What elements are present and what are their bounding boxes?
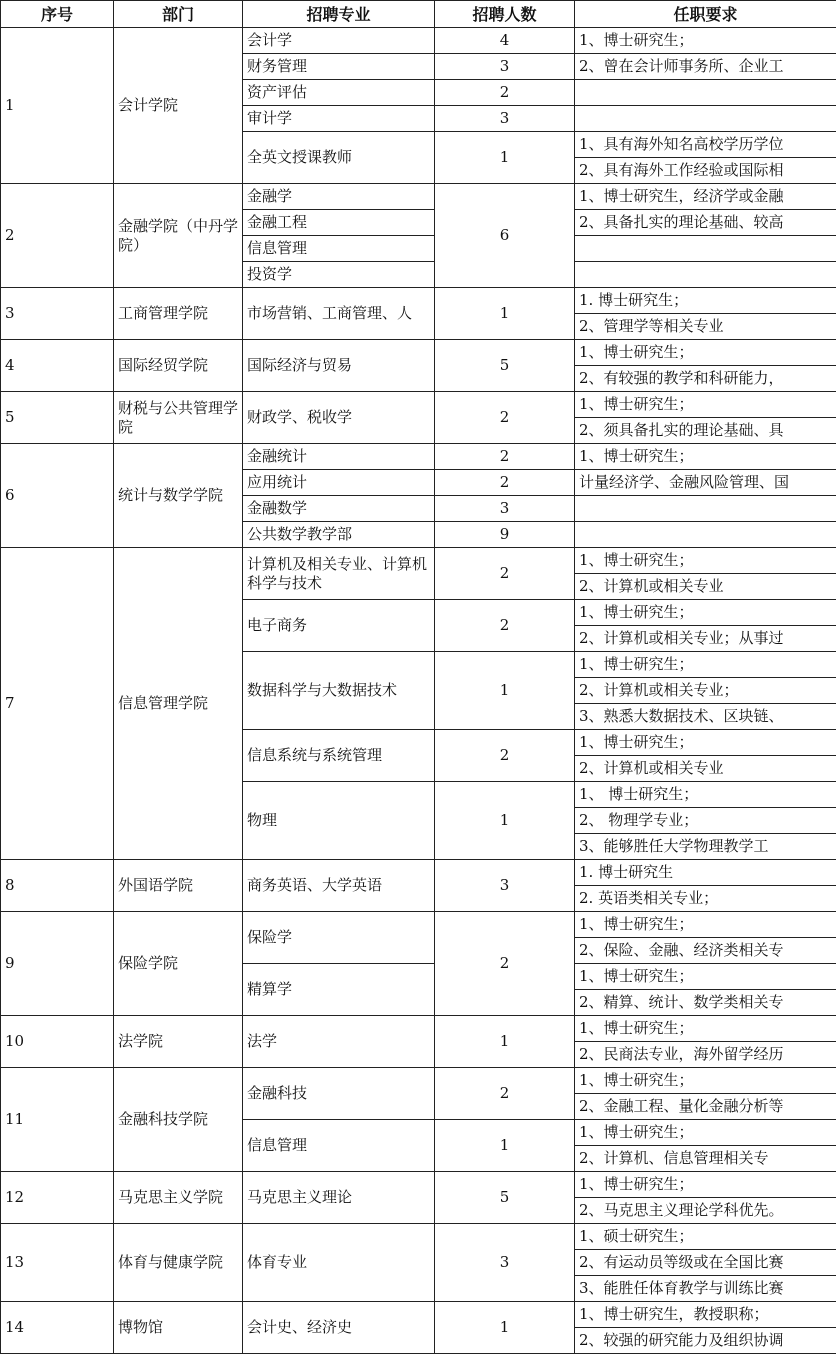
department-name: 博物馆 [114, 1302, 243, 1354]
requirement-cell: 2、较强的研究能力及组织协调 [575, 1328, 836, 1354]
table-row [1, 28, 836, 54]
count-cell: 3 [435, 54, 575, 80]
requirement-cell [575, 106, 836, 132]
major-cell: 会计学 [243, 28, 435, 54]
requirement-cell: 1. 博士研究生 [575, 860, 836, 886]
requirement-cell: 1、博士研究生； [575, 730, 836, 756]
department-name: 金融学院（中丹学院） [114, 184, 243, 288]
requirement-cell: 2. 英语类相关专业； [575, 886, 836, 912]
row-index: 4 [1, 340, 114, 392]
requirement-cell [575, 236, 836, 262]
major-cell: 市场营销、工商管理、人 [243, 288, 435, 340]
department-name: 国际经贸学院 [114, 340, 243, 392]
requirement-cell [575, 496, 836, 522]
requirement-cell [575, 522, 836, 548]
department-name: 马克思主义学院 [114, 1172, 243, 1224]
requirement-cell: 1、博士研究生； [575, 1016, 836, 1042]
requirement-cell: 2、曾在会计师事务所、企业工 [575, 54, 836, 80]
count-cell: 2 [435, 80, 575, 106]
row-index: 5 [1, 392, 114, 444]
count-cell: 9 [435, 522, 575, 548]
row-index: 13 [1, 1224, 114, 1302]
requirement-cell: 1、博士研究生； [575, 1068, 836, 1094]
header-count: 招聘人数 [435, 1, 575, 28]
table-row [1, 1016, 836, 1042]
requirement-cell: 2、精算、统计、数学类相关专 [575, 990, 836, 1016]
count-cell: 3 [435, 1224, 575, 1302]
header-index: 序号 [1, 1, 114, 28]
department-name: 信息管理学院 [114, 548, 243, 860]
requirement-cell: 1、硕士研究生； [575, 1224, 836, 1250]
requirement-cell: 2、计算机、信息管理相关专 [575, 1146, 836, 1172]
count-cell: 6 [435, 184, 575, 288]
count-cell: 1 [435, 288, 575, 340]
major-cell: 金融统计 [243, 444, 435, 470]
requirement-cell: 1、博士研究生； [575, 444, 836, 470]
major-cell: 全英文授课教师 [243, 132, 435, 184]
table-row [1, 392, 836, 418]
requirement-cell: 2、计算机或相关专业； [575, 678, 836, 704]
count-cell: 2 [435, 730, 575, 782]
requirement-cell [575, 262, 836, 288]
requirement-cell: 2、须具备扎实的理论基础、具 [575, 418, 836, 444]
requirement-cell: 2、 物理学专业； [575, 808, 836, 834]
major-cell: 信息系统与系统管理 [243, 730, 435, 782]
requirement-cell: 3、能胜任体育教学与训练比赛 [575, 1276, 836, 1302]
requirement-cell: 1、博士研究生； [575, 340, 836, 366]
table-row [1, 912, 836, 938]
requirement-cell: 2、金融工程、量化金融分析等 [575, 1094, 836, 1120]
table-row [1, 548, 836, 574]
count-cell: 3 [435, 860, 575, 912]
count-cell: 2 [435, 912, 575, 1016]
count-cell: 3 [435, 106, 575, 132]
row-index: 9 [1, 912, 114, 1016]
row-index: 14 [1, 1302, 114, 1354]
major-cell: 金融学 [243, 184, 435, 210]
count-cell: 2 [435, 548, 575, 600]
header-department: 部门 [114, 1, 243, 28]
row-index: 7 [1, 548, 114, 860]
row-index: 10 [1, 1016, 114, 1068]
header-row [1, 1, 836, 28]
requirement-cell: 1、博士研究生； [575, 652, 836, 678]
requirement-cell: 1、 博士研究生； [575, 782, 836, 808]
major-cell: 金融科技 [243, 1068, 435, 1120]
major-cell: 精算学 [243, 964, 435, 1016]
table-row [1, 860, 836, 886]
department-name: 体育与健康学院 [114, 1224, 243, 1302]
requirement-cell: 1、博士研究生，经济学或金融 [575, 184, 836, 210]
major-cell: 数据科学与大数据技术 [243, 652, 435, 730]
row-index: 6 [1, 444, 114, 548]
major-cell: 保险学 [243, 912, 435, 964]
requirement-cell: 2、计算机或相关专业；从事过 [575, 626, 836, 652]
count-cell: 1 [435, 1120, 575, 1172]
count-cell: 2 [435, 470, 575, 496]
requirement-cell: 1、博士研究生，教授职称； [575, 1302, 836, 1328]
requirement-cell: 1. 博士研究生； [575, 288, 836, 314]
department-name: 财税与公共管理学院 [114, 392, 243, 444]
count-cell: 5 [435, 340, 575, 392]
major-cell: 会计史、经济史 [243, 1302, 435, 1354]
major-cell: 国际经济与贸易 [243, 340, 435, 392]
department-name: 保险学院 [114, 912, 243, 1016]
requirement-cell: 2、民商法专业，海外留学经历 [575, 1042, 836, 1068]
requirement-cell: 2、计算机或相关专业 [575, 574, 836, 600]
major-cell: 应用统计 [243, 470, 435, 496]
department-name: 外国语学院 [114, 860, 243, 912]
count-cell: 2 [435, 444, 575, 470]
requirement-cell: 2、具有海外工作经验或国际相 [575, 158, 836, 184]
requirement-cell: 1、博士研究生； [575, 1172, 836, 1198]
department-name: 法学院 [114, 1016, 243, 1068]
table-row [1, 1224, 836, 1250]
major-cell: 金融工程 [243, 210, 435, 236]
count-cell: 2 [435, 392, 575, 444]
major-cell: 信息管理 [243, 1120, 435, 1172]
count-cell: 5 [435, 1172, 575, 1224]
major-cell: 审计学 [243, 106, 435, 132]
row-index: 8 [1, 860, 114, 912]
major-cell: 马克思主义理论 [243, 1172, 435, 1224]
department-name: 统计与数学学院 [114, 444, 243, 548]
requirement-cell: 2、有较强的教学和科研能力， [575, 366, 836, 392]
count-cell: 3 [435, 496, 575, 522]
major-cell: 商务英语、大学英语 [243, 860, 435, 912]
major-cell: 财务管理 [243, 54, 435, 80]
major-cell: 公共数学教学部 [243, 522, 435, 548]
major-cell: 电子商务 [243, 600, 435, 652]
table-row [1, 1068, 836, 1094]
major-cell: 法学 [243, 1016, 435, 1068]
requirement-cell: 3、熟悉大数据技术、区块链、 [575, 704, 836, 730]
count-cell: 1 [435, 782, 575, 860]
requirement-cell [575, 80, 836, 106]
requirement-cell: 3、能够胜任大学物理教学工 [575, 834, 836, 860]
requirement-cell: 2、保险、金融、经济类相关专 [575, 938, 836, 964]
major-cell: 计算机及相关专业、计算机科学与技术 [243, 548, 435, 600]
row-index: 2 [1, 184, 114, 288]
table-row [1, 288, 836, 314]
requirement-cell: 1、博士研究生； [575, 548, 836, 574]
count-cell: 1 [435, 132, 575, 184]
major-cell: 金融数学 [243, 496, 435, 522]
requirement-cell: 1、博士研究生； [575, 28, 836, 54]
header-major: 招聘专业 [243, 1, 435, 28]
requirement-cell: 2、管理学等相关专业 [575, 314, 836, 340]
requirement-cell: 1、博士研究生； [575, 1120, 836, 1146]
table-row [1, 1302, 836, 1328]
count-cell: 1 [435, 652, 575, 730]
row-index: 3 [1, 288, 114, 340]
major-cell: 财政学、税收学 [243, 392, 435, 444]
row-index: 12 [1, 1172, 114, 1224]
major-cell: 资产评估 [243, 80, 435, 106]
row-index: 1 [1, 28, 114, 184]
requirement-cell: 1、博士研究生； [575, 912, 836, 938]
major-cell: 信息管理 [243, 236, 435, 262]
requirement-cell: 1、博士研究生； [575, 392, 836, 418]
table-row [1, 1172, 836, 1198]
requirement-cell: 2、具备扎实的理论基础、较高 [575, 210, 836, 236]
requirement-cell: 1、博士研究生； [575, 600, 836, 626]
count-cell: 1 [435, 1016, 575, 1068]
requirement-cell: 1、博士研究生； [575, 964, 836, 990]
major-cell: 投资学 [243, 262, 435, 288]
requirement-cell: 2、计算机或相关专业 [575, 756, 836, 782]
header-requirements: 任职要求 [575, 1, 836, 28]
count-cell: 1 [435, 1302, 575, 1354]
requirement-cell: 2、有运动员等级或在全国比赛 [575, 1250, 836, 1276]
count-cell: 2 [435, 600, 575, 652]
requirement-cell: 1、具有海外知名高校学历学位 [575, 132, 836, 158]
count-cell: 2 [435, 1068, 575, 1120]
major-cell: 物理 [243, 782, 435, 860]
department-name: 会计学院 [114, 28, 243, 184]
count-cell: 4 [435, 28, 575, 54]
requirement-cell: 计量经济学、金融风险管理、国 [575, 470, 836, 496]
department-name: 金融科技学院 [114, 1068, 243, 1172]
table-row [1, 184, 836, 210]
requirement-cell: 2、马克思主义理论学科优先。 [575, 1198, 836, 1224]
table-row [1, 444, 836, 470]
row-index: 11 [1, 1068, 114, 1172]
major-cell: 体育专业 [243, 1224, 435, 1302]
table-row [1, 340, 836, 366]
department-name: 工商管理学院 [114, 288, 243, 340]
